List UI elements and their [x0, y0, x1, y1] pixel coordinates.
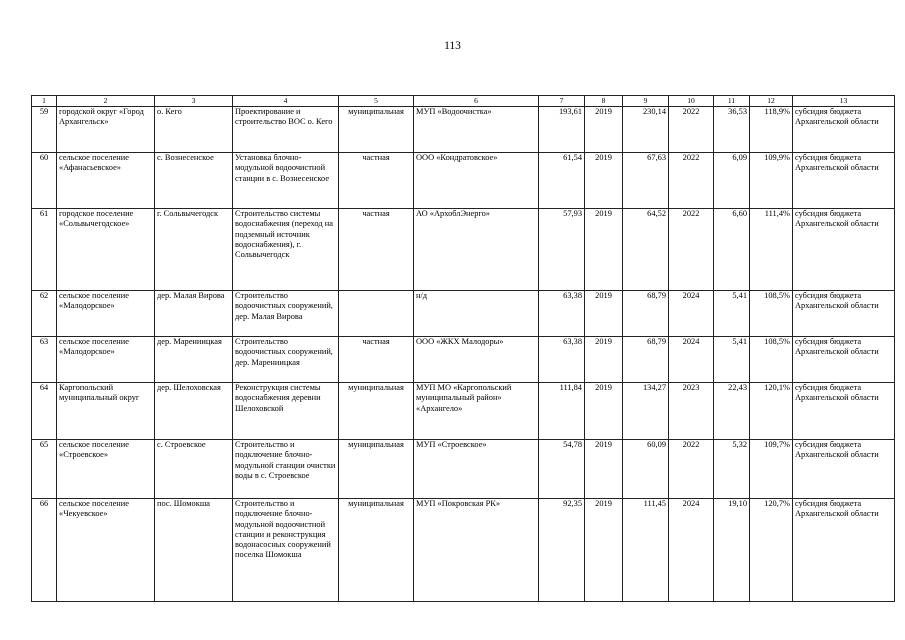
operator-cell: н/д	[414, 291, 539, 337]
municipality-cell: городское поселение «Сольвычегодское»	[57, 209, 155, 291]
operator-cell: ООО «Кондратовское»	[414, 153, 539, 209]
row-number: 66	[32, 499, 57, 602]
value-cell: 19,10	[714, 499, 750, 602]
percent-cell: 108,5%	[750, 291, 793, 337]
value-cell: 193,61	[539, 107, 585, 153]
table-row	[32, 337, 895, 383]
funding-source-cell: субсидия бюджета Архангельской области	[793, 291, 895, 337]
column-header: 8	[585, 96, 623, 107]
value-cell: 63,38	[539, 291, 585, 337]
year-cell: 2022	[669, 153, 714, 209]
projects-table	[31, 95, 895, 602]
value-cell: 111,45	[623, 499, 669, 602]
year-cell: 2019	[585, 440, 623, 499]
operator-cell: ООО «ЖКХ Малодоры»	[414, 337, 539, 383]
settlement-cell: с. Вознесенское	[155, 153, 233, 209]
operator-cell: МУП МО «Каргопольский муниципальный район» «Архангело»	[414, 383, 539, 440]
value-cell: 6,09	[714, 153, 750, 209]
column-header: 10	[669, 96, 714, 107]
ownership-cell: муниципальная	[339, 440, 414, 499]
activity-cell: Проектирование и строительство ВОС о. Кего	[233, 107, 339, 153]
municipality-cell: сельское поселение «Чекуевское»	[57, 499, 155, 602]
value-cell: 111,84	[539, 383, 585, 440]
ownership-cell	[339, 291, 414, 337]
municipality-cell: сельское поселение «Малодорское»	[57, 337, 155, 383]
table-row	[32, 291, 895, 337]
year-cell: 2022	[669, 209, 714, 291]
year-cell: 2023	[669, 383, 714, 440]
row-number: 65	[32, 440, 57, 499]
column-number-row	[32, 96, 895, 107]
value-cell: 68,79	[623, 337, 669, 383]
value-cell: 57,93	[539, 209, 585, 291]
year-cell: 2019	[585, 107, 623, 153]
value-cell: 134,27	[623, 383, 669, 440]
ownership-cell: частная	[339, 153, 414, 209]
value-cell: 5,41	[714, 337, 750, 383]
row-number: 59	[32, 107, 57, 153]
row-number: 60	[32, 153, 57, 209]
value-cell: 92,35	[539, 499, 585, 602]
value-cell: 64,52	[623, 209, 669, 291]
value-cell: 5,41	[714, 291, 750, 337]
ownership-cell: муниципальная	[339, 499, 414, 602]
column-header: 4	[233, 96, 339, 107]
column-header: 3	[155, 96, 233, 107]
activity-cell: Строительство водоочистных сооружений, дер. Марениицкая	[233, 337, 339, 383]
column-header: 9	[623, 96, 669, 107]
row-number: 63	[32, 337, 57, 383]
column-header: 5	[339, 96, 414, 107]
percent-cell: 120,7%	[750, 499, 793, 602]
funding-source-cell: субсидия бюджета Архангельской области	[793, 107, 895, 153]
municipality-cell: сельское поселение «Афанасьевское»	[57, 153, 155, 209]
percent-cell: 111,4%	[750, 209, 793, 291]
year-cell: 2022	[669, 440, 714, 499]
funding-source-cell: субсидия бюджета Архангельской области	[793, 440, 895, 499]
activity-cell: Установка блочно-модульной водоочистной станции в с. Вознесенское	[233, 153, 339, 209]
year-cell: 2019	[585, 291, 623, 337]
table-row	[32, 107, 895, 153]
percent-cell: 109,9%	[750, 153, 793, 209]
year-cell: 2022	[669, 107, 714, 153]
value-cell: 22,43	[714, 383, 750, 440]
row-number: 64	[32, 383, 57, 440]
year-cell: 2024	[669, 499, 714, 602]
value-cell: 68,79	[623, 291, 669, 337]
percent-cell: 108,5%	[750, 337, 793, 383]
value-cell: 36,53	[714, 107, 750, 153]
column-header: 12	[750, 96, 793, 107]
table-row	[32, 499, 895, 602]
percent-cell: 118,9%	[750, 107, 793, 153]
value-cell: 61,54	[539, 153, 585, 209]
value-cell: 5,32	[714, 440, 750, 499]
year-cell: 2024	[669, 337, 714, 383]
activity-cell: Строительство водоочистных сооружений, дер. Малая Вирова	[233, 291, 339, 337]
year-cell: 2019	[585, 499, 623, 602]
ownership-cell: частная	[339, 209, 414, 291]
year-cell: 2019	[585, 337, 623, 383]
ownership-cell: муниципальная	[339, 107, 414, 153]
column-header: 7	[539, 96, 585, 107]
settlement-cell: г. Сольвычегодск	[155, 209, 233, 291]
funding-source-cell: субсидия бюджета Архангельской области	[793, 499, 895, 602]
value-cell: 6,60	[714, 209, 750, 291]
year-cell: 2019	[585, 153, 623, 209]
municipality-cell: Каргопольский муниципальный округ	[57, 383, 155, 440]
year-cell: 2019	[585, 383, 623, 440]
activity-cell: Строительство системы водоснабжения (переход на подземный источник водоснабжения), г. Сольвычегодск	[233, 209, 339, 291]
municipality-cell: сельское поселение «Строевское»	[57, 440, 155, 499]
activity-cell: Строительство и подключение блочно-модульной водоочистной станции и реконструкция водонасосных сооружений поселка Шомокша	[233, 499, 339, 602]
value-cell: 67,63	[623, 153, 669, 209]
settlement-cell: дер. Малая Вирова	[155, 291, 233, 337]
year-cell: 2019	[585, 209, 623, 291]
activity-cell: Строительство и подключение блочно-модульной станции очистки воды в с. Строевское	[233, 440, 339, 499]
table-row	[32, 209, 895, 291]
value-cell: 60,09	[623, 440, 669, 499]
settlement-cell: пос. Шомокша	[155, 499, 233, 602]
percent-cell: 109,7%	[750, 440, 793, 499]
settlement-cell: с. Строевское	[155, 440, 233, 499]
municipality-cell: сельское поселение «Малодорское»	[57, 291, 155, 337]
settlement-cell: дер. Шелоховская	[155, 383, 233, 440]
ownership-cell: частная	[339, 337, 414, 383]
operator-cell: МУП «Покровская РК»	[414, 499, 539, 602]
value-cell: 54,78	[539, 440, 585, 499]
percent-cell: 120,1%	[750, 383, 793, 440]
ownership-cell: муниципальная	[339, 383, 414, 440]
funding-source-cell: субсидия бюджета Архангельской области	[793, 153, 895, 209]
settlement-cell: дер. Марениицкая	[155, 337, 233, 383]
table-row	[32, 440, 895, 499]
row-number: 62	[32, 291, 57, 337]
page-number: 113	[444, 40, 461, 52]
table-row	[32, 153, 895, 209]
funding-source-cell: субсидия бюджета Архангельской области	[793, 209, 895, 291]
year-cell: 2024	[669, 291, 714, 337]
funding-source-cell: субсидия бюджета Архангельской области	[793, 383, 895, 440]
operator-cell: МУП «Строевское»	[414, 440, 539, 499]
column-header: 1	[32, 96, 57, 107]
operator-cell: МУП «Водоочистка»	[414, 107, 539, 153]
funding-source-cell: субсидия бюджета Архангельской области	[793, 337, 895, 383]
municipality-cell: городской округ «Город Архангельск»	[57, 107, 155, 153]
value-cell: 230,14	[623, 107, 669, 153]
value-cell: 63,38	[539, 337, 585, 383]
column-header: 2	[57, 96, 155, 107]
table-row	[32, 383, 895, 440]
row-number: 61	[32, 209, 57, 291]
settlement-cell: о. Кего	[155, 107, 233, 153]
column-header: 13	[793, 96, 895, 107]
column-header: 6	[414, 96, 539, 107]
operator-cell: АО «АрхоблЭнерго»	[414, 209, 539, 291]
column-header: 11	[714, 96, 750, 107]
activity-cell: Реконструкция системы водоснабжения деревни Шелоховской	[233, 383, 339, 440]
